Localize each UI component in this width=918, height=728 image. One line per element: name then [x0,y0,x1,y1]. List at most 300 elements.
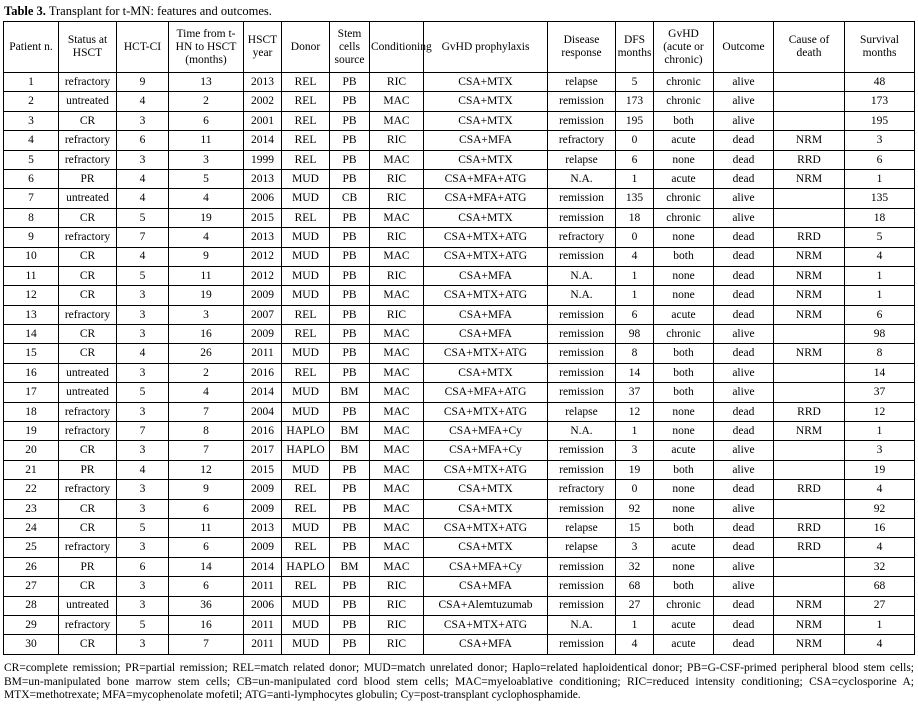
table-cell: CR [59,577,117,596]
table-cell: 3 [117,111,169,130]
table-cell: refractory [59,615,117,634]
table-cell: remission [548,208,616,227]
table-cell: CSA+MFA+ATG [424,383,548,402]
table-cell: 68 [616,577,654,596]
table-cell: refractory [59,131,117,150]
table-cell: remission [548,577,616,596]
table-cell: 6 [616,305,654,324]
table-cell: RIC [370,305,424,324]
table-cell: NRM [774,169,845,188]
table-row [4,266,915,285]
table-row [4,635,915,654]
table-cell: 2014 [244,383,282,402]
table-footnote: CR=complete remission; PR=partial remission; REL=match related donor; MUD=match unrelated donor; Haplo=related haploidentical donor; PB=G-CSF-primed peripheral blood stem cells; BM=un-manipulated bone marrow stem cells; CB=un-manipulated cord blood stem cells; MAC=myeloablative conditioning; RIC=reduced intensity conditioning; CSA=cyclosporine A; MTX=methotrexate; MFA=mycophenolate mofetil; ATG=anti-lymphocytes globulin; Cy=post-transplant cyclophosphamide. [4,662,914,701]
table-cell: 135 [845,189,915,208]
table-cell: 2004 [244,402,282,421]
table-cell: dead [714,518,774,537]
table-cell [774,557,845,576]
table-cell: 48 [845,73,915,92]
table-cell: 16 [169,615,244,634]
table-cell: refractory [59,150,117,169]
table-cell: 36 [169,596,244,615]
table-cell: CR [59,499,117,518]
table-cell: 20 [4,441,59,460]
table-cell: dead [714,615,774,634]
table-cell [774,499,845,518]
table-cell: 2009 [244,538,282,557]
table-cell: 1 [616,615,654,634]
table-cell: both [654,111,714,130]
column-header: Stem cells source [330,22,370,73]
table-cell: acute [654,441,714,460]
table-cell: RIC [370,73,424,92]
table-cell: 6 [845,305,915,324]
table-cell: RRD [774,518,845,537]
table-cell: 15 [616,518,654,537]
table-cell: 4 [169,383,244,402]
table-cell: CSA+MTX [424,480,548,499]
table-cell: 173 [616,92,654,111]
table-cell: 3 [117,305,169,324]
table-row [4,305,915,324]
table-cell: 1 [845,422,915,441]
table-cell: REL [282,499,330,518]
table-cell: remission [548,363,616,382]
table-cell: MUD [282,383,330,402]
table-cell: PB [330,228,370,247]
table-cell: remission [548,499,616,518]
table-cell: CSA+MTX [424,363,548,382]
table-cell: 2011 [244,615,282,634]
table-cell: NRM [774,635,845,654]
table-cell: remission [548,305,616,324]
table-cell: 3 [616,441,654,460]
table-cell: 0 [616,131,654,150]
table-cell: RIC [370,596,424,615]
table-cell: MUD [282,635,330,654]
table-cell: REL [282,208,330,227]
table-cell: 18 [845,208,915,227]
table-cell: PB [330,325,370,344]
table-row [4,325,915,344]
table-cell: 2009 [244,480,282,499]
table-row [4,208,915,227]
table-cell: NRM [774,131,845,150]
table-cell: PB [330,305,370,324]
table-cell: 6 [169,538,244,557]
table-cell: dead [714,344,774,363]
table-cell: 2014 [244,557,282,576]
table-cell: 24 [4,518,59,537]
table-cell: 173 [845,92,915,111]
table-cell: MAC [370,402,424,421]
table-cell: CSA+MTX+ATG [424,615,548,634]
table-cell: remission [548,383,616,402]
table-cell: alive [714,208,774,227]
table-cell: chronic [654,596,714,615]
table-cell: CSA+MFA+Cy [424,557,548,576]
table-cell: 6 [845,150,915,169]
table-cell: remission [548,92,616,111]
table-row [4,518,915,537]
table-cell: 2016 [244,363,282,382]
table-cell: 1 [845,266,915,285]
table-cell: CR [59,325,117,344]
table-row [4,169,915,188]
table-cell [774,189,845,208]
table-cell: NRM [774,344,845,363]
table-cell: refractory [59,538,117,557]
table-cell: chronic [654,325,714,344]
table-cell: 8 [845,344,915,363]
table-cell: 14 [616,363,654,382]
column-header: Conditioning [370,22,424,73]
table-cell: chronic [654,92,714,111]
table-cell [774,73,845,92]
table-cell: CSA+MFA [424,131,548,150]
table-cell [774,460,845,479]
column-header: GvHD (acute or chronic) [654,22,714,73]
table-cell: remission [548,344,616,363]
table-cell: BM [330,422,370,441]
table-cell: untreated [59,383,117,402]
table-cell: NRM [774,247,845,266]
table-cell: 3 [845,131,915,150]
table-cell: N.A. [548,422,616,441]
table-cell: CR [59,247,117,266]
table-cell: CSA+MTX [424,150,548,169]
table-cell: CSA+MTX+ATG [424,286,548,305]
table-cell: 2006 [244,189,282,208]
table-row [4,92,915,111]
table-cell: 4 [117,460,169,479]
table-cell: 16 [845,518,915,537]
table-cell: BM [330,557,370,576]
table-cell: MAC [370,441,424,460]
table-caption [4,3,272,19]
table-cell [774,208,845,227]
table-cell: CSA+MFA+ATG [424,189,548,208]
table-cell: 4 [4,131,59,150]
caption-text: Transplant for t-MN: features and outcomes. [45,4,272,18]
table-row [4,228,915,247]
table-cell: 6 [616,150,654,169]
table-cell: PB [330,518,370,537]
table-cell: 4 [616,635,654,654]
table-cell: CR [59,518,117,537]
table-cell: 19 [169,286,244,305]
table-cell: 3 [169,305,244,324]
table-cell: both [654,518,714,537]
table-cell: none [654,499,714,518]
table-cell: PB [330,635,370,654]
table-cell: 4 [169,228,244,247]
table-cell: MAC [370,422,424,441]
column-header: HSCT year [244,22,282,73]
table-cell: 7 [4,189,59,208]
table-cell: remission [548,247,616,266]
table-cell: 5 [117,383,169,402]
table-cell: PB [330,208,370,227]
table-cell: CSA+MFA+Cy [424,441,548,460]
table-cell: 3 [169,150,244,169]
table-cell: dead [714,538,774,557]
table-cell: 1 [4,73,59,92]
table-cell: REL [282,577,330,596]
table-cell: acute [654,305,714,324]
table-cell: RIC [370,228,424,247]
column-header: HCT-CI [117,22,169,73]
table-cell: 2012 [244,247,282,266]
table-row [4,383,915,402]
table-cell: REL [282,131,330,150]
table-cell: 1999 [244,150,282,169]
table-cell: CSA+MTX [424,208,548,227]
table-cell: untreated [59,596,117,615]
table-cell: 2015 [244,208,282,227]
table-row [4,73,915,92]
table-cell: remission [548,557,616,576]
table-cell: 2006 [244,596,282,615]
table-cell: HAPLO [282,422,330,441]
table-row [4,131,915,150]
table-cell: 32 [845,557,915,576]
table-cell: alive [714,92,774,111]
table-cell: alive [714,460,774,479]
table-cell: PB [330,402,370,421]
table-cell: 68 [845,577,915,596]
table-cell: NRM [774,305,845,324]
table-cell: RIC [370,189,424,208]
table-cell: 11 [4,266,59,285]
table-cell: acute [654,538,714,557]
table-cell: CR [59,441,117,460]
table-cell: CR [59,266,117,285]
table-cell: PB [330,499,370,518]
table-cell: both [654,344,714,363]
table-cell: MUD [282,402,330,421]
table-cell: N.A. [548,286,616,305]
table-cell: 15 [4,344,59,363]
table-cell: both [654,383,714,402]
table-cell: none [654,422,714,441]
table-cell: 19 [169,208,244,227]
table-cell: RIC [370,266,424,285]
table-cell: MUD [282,518,330,537]
table-row [4,189,915,208]
table-cell: CSA+MFA [424,577,548,596]
table-cell [774,577,845,596]
table-cell: 3 [117,538,169,557]
table-cell: 4 [117,169,169,188]
table-cell: 3 [117,499,169,518]
table-cell: 195 [616,111,654,130]
table-cell: MUD [282,266,330,285]
table-cell [774,363,845,382]
table-cell: 32 [616,557,654,576]
table-cell: dead [714,402,774,421]
table-cell: PB [330,150,370,169]
table-cell: 2007 [244,305,282,324]
table-row [4,615,915,634]
table-cell: 6 [117,557,169,576]
table-cell: 11 [169,518,244,537]
table-cell: none [654,480,714,499]
table-cell: 1 [616,422,654,441]
table-cell: 8 [4,208,59,227]
table-cell: 12 [616,402,654,421]
table-cell: 3 [117,441,169,460]
table-cell: 2 [169,363,244,382]
table-cell: 2002 [244,92,282,111]
table-cell: 5 [117,615,169,634]
table-cell: remission [548,441,616,460]
table-cell: 4 [616,247,654,266]
table-cell: alive [714,577,774,596]
table-cell: refractory [548,480,616,499]
table-cell: 2011 [244,344,282,363]
table-cell: 26 [169,344,244,363]
table-cell: RIC [370,131,424,150]
table-cell: 5 [117,208,169,227]
table-cell: N.A. [548,615,616,634]
table-cell: MAC [370,383,424,402]
table-cell: 22 [4,480,59,499]
table-cell: 3 [117,363,169,382]
table-cell: 19 [4,422,59,441]
table-row [4,596,915,615]
table-cell: 12 [4,286,59,305]
table-cell: MAC [370,557,424,576]
table-cell: acute [654,131,714,150]
table-cell: refractory [59,422,117,441]
table-cell: alive [714,383,774,402]
table-row [4,499,915,518]
table-cell: PB [330,266,370,285]
table-cell: 2 [169,92,244,111]
table-cell: 9 [169,480,244,499]
table-cell: 4 [845,538,915,557]
column-header: DFS months [616,22,654,73]
table-cell: PB [330,131,370,150]
table-cell: RRD [774,402,845,421]
table-cell: RIC [370,577,424,596]
table-cell: 92 [616,499,654,518]
column-header: Survival months [845,22,915,73]
table-cell: 195 [845,111,915,130]
table-cell: 4 [845,635,915,654]
table-cell: REL [282,73,330,92]
table-cell: CSA+MTX+ATG [424,518,548,537]
table-cell: refractory [59,402,117,421]
table-cell: 6 [169,111,244,130]
table-cell: PB [330,615,370,634]
table-cell: PB [330,247,370,266]
table-cell: RRD [774,228,845,247]
table-cell: remission [548,596,616,615]
column-header: Donor [282,22,330,73]
table-cell: 3 [117,596,169,615]
table-cell: RRD [774,480,845,499]
table-cell: CSA+MFA [424,305,548,324]
table-row [4,247,915,266]
table-cell: relapse [548,402,616,421]
table-cell: 4 [117,189,169,208]
table-cell: REL [282,150,330,169]
table-cell: untreated [59,189,117,208]
table-cell: 4 [169,189,244,208]
table-cell: 14 [169,557,244,576]
table-cell: CSA+MTX [424,538,548,557]
table-cell: 13 [169,73,244,92]
table-cell: alive [714,73,774,92]
table-cell: CSA+MTX+ATG [424,344,548,363]
table-cell: MAC [370,499,424,518]
table-cell: 1 [616,169,654,188]
table-cell: MAC [370,286,424,305]
table-cell: chronic [654,189,714,208]
table-cell: 6 [169,499,244,518]
table-cell: 3 [117,325,169,344]
table-cell: 27 [4,577,59,596]
table-cell: refractory [59,305,117,324]
table-cell: 7 [169,402,244,421]
table-cell: alive [714,557,774,576]
table-cell: 7 [117,228,169,247]
table-cell: 5 [169,169,244,188]
table-cell: refractory [59,480,117,499]
table-cell: none [654,228,714,247]
table-cell: 2013 [244,169,282,188]
table-cell: 5 [845,228,915,247]
table-cell: 4 [117,344,169,363]
table-cell: untreated [59,92,117,111]
table-cell: 2013 [244,518,282,537]
table-row [4,150,915,169]
table-cell: acute [654,615,714,634]
table-cell: both [654,363,714,382]
table-cell: 25 [4,538,59,557]
table-cell: NRM [774,286,845,305]
table-cell: 5 [616,73,654,92]
table-cell: 3 [117,635,169,654]
table-row [4,422,915,441]
table-cell: chronic [654,208,714,227]
table-cell: CSA+MTX [424,499,548,518]
table-cell: PB [330,363,370,382]
table-cell: REL [282,111,330,130]
table-cell: MUD [282,460,330,479]
table-cell: 11 [169,131,244,150]
table-cell: none [654,266,714,285]
table-cell: 12 [169,460,244,479]
table-cell: 1 [616,266,654,285]
table-row [4,577,915,596]
table-cell: 7 [117,422,169,441]
table-cell: 16 [4,363,59,382]
table-cell: RRD [774,150,845,169]
table-cell: 37 [845,383,915,402]
table-cell: relapse [548,518,616,537]
table-cell: 3 [117,577,169,596]
table-cell: 8 [616,344,654,363]
table-cell: CSA+MTX+ATG [424,460,548,479]
table-cell: NRM [774,615,845,634]
table-cell: dead [714,635,774,654]
table-cell: RIC [370,635,424,654]
table-cell: MAC [370,325,424,344]
table-cell: 2011 [244,635,282,654]
